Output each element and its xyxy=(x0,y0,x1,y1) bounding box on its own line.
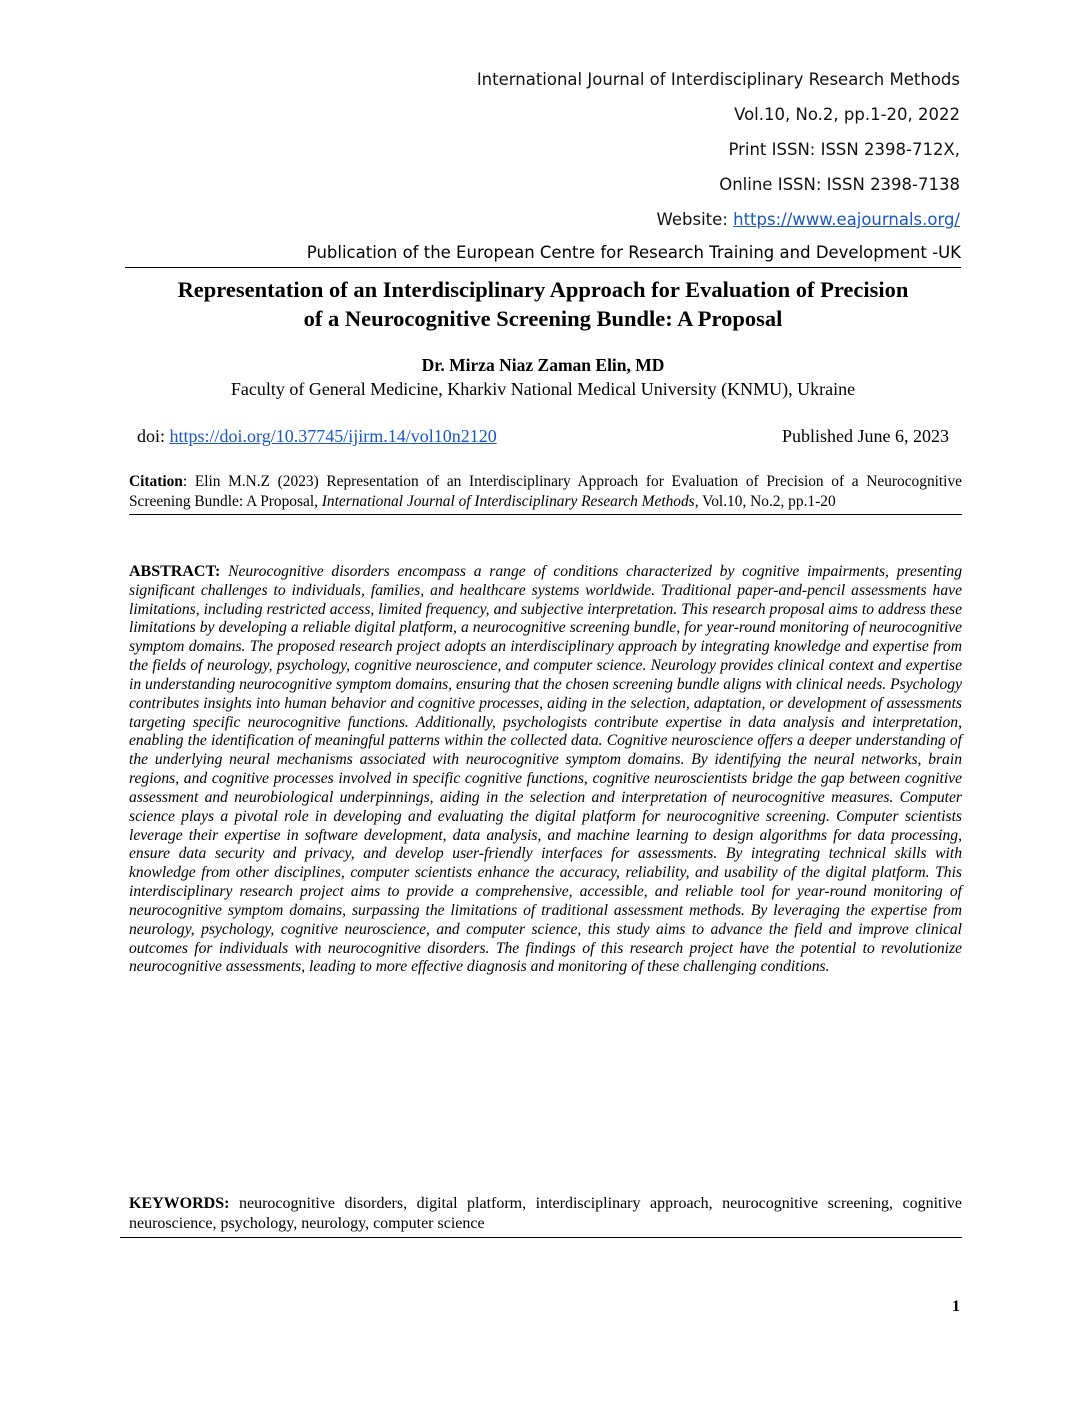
abstract-label: ABSTRACT: xyxy=(129,563,221,580)
website-line xyxy=(477,202,960,237)
article-title xyxy=(120,275,966,333)
journal-name: International Journal of Interdisciplinary Research Methods xyxy=(476,70,960,89)
journal-header xyxy=(477,62,960,237)
page-number: 1 xyxy=(952,1298,960,1315)
citation-text-before: : Elin M.N.Z (2023) Representation of an Interdisciplinary Approach for Evaluation of Precision of a Neurocognitive Screening Bundle: A Proposal, xyxy=(129,473,962,510)
citation-label: Citation xyxy=(129,473,183,490)
published-date: Published June 6, 2023 xyxy=(781,426,949,446)
title-line-1: Representation of an Interdisciplinary Approach for Evaluation of Precision xyxy=(177,277,909,302)
author-name: Dr. Mirza Niaz Zaman Elin, MD xyxy=(421,355,665,375)
citation xyxy=(129,472,962,515)
website-link[interactable]: https://www.eajournals.org/ xyxy=(733,210,960,229)
doi-line xyxy=(137,424,949,448)
citation-text-after: , Vol.10, No.2, pp.1-20 xyxy=(694,492,836,510)
title-line-2: of a Neurocognitive Screening Bundle: A Proposal xyxy=(303,306,783,331)
keywords-text: neurocognitive disorders, digital platform, interdisciplinary approach, neurocognitive screening, cognitive neuroscience, psychology, neurology, computer science xyxy=(129,1195,962,1232)
keywords-label: KEYWORDS: xyxy=(129,1195,230,1212)
doi-link[interactable]: https://doi.org/10.37745/ijirm.14/vol10n2120 xyxy=(169,426,497,446)
citation-journal: International Journal of Interdisciplinary Research Methods xyxy=(321,492,695,510)
publisher-line: Publication of the European Centre for Research Training and Development -UK xyxy=(125,241,961,268)
volume-info: Vol.10, No.2, pp.1-20, 2022 xyxy=(734,105,960,124)
online-issn: Online ISSN: ISSN 2398-7138 xyxy=(719,175,960,194)
doi-label: doi: xyxy=(137,426,170,446)
author-affiliation: Faculty of General Medicine, Kharkiv National Medical University (KNMU), Ukraine xyxy=(230,379,856,399)
doi xyxy=(137,424,497,448)
abstract xyxy=(129,563,962,977)
keywords xyxy=(120,1194,962,1238)
print-issn: Print ISSN: ISSN 2398-712X, xyxy=(728,140,960,159)
abstract-text: Neurocognitive disorders encompass a range of conditions characterized by cognitive impairments, presenting significant challenges to individuals, families, and healthcare systems worldwide. Traditional paper-and-pencil assessments have limitations, including restricted access, limited frequency, and subjective interpretation. This research proposal aims to address these limitations by developing a reliable digital platform, a neurocognitive screening bundle, for year-round monitoring of neurocognitive symptom domains. The proposed research project adopts an interdisciplinary approach by integrating knowledge and expertise from the fields of neurology, psychology, cognitive neuroscience, and computer science. Neurology provides clinical context and expertise in understanding neurocognitive symptom domains, ensuring that the chosen screening bundle aligns with clinical needs. Psychology contributes insights into human behavior and cognitive processes, aiding in the selection, adaptation, or development of assessments targeting specific neurocognitive functions. Additionally, psychologists contribute expertise in data analysis and interpretation, enabling the identification of meaningful patterns within the collected data. Cognitive neuroscience offers a deeper understanding of the underlying neural mechanisms associated with neurocognitive symptom domains. By identifying the neural networks, brain regions, and cognitive processes involved in specific cognitive functions, cognitive neuroscientists bridge the gap between cognitive assessment and neurobiological underpinnings, aiding in the selection and interpretation of neurocognitive measures. Computer science plays a pivotal role in developing and evaluating the digital platform for neurocognitive screening. Computer scientists leverage their expertise in software development, data analysis, and machine learning to design algorithms for data processing, ensure data security and privacy, and develop user-friendly interfaces for assessments. By integrating technical skills with knowledge from other disciplines, computer scientists enhance the accuracy, reliability, and usability of the digital platform. This interdisciplinary research project aims to provide a comprehensive, accessible, and reliable tool for year-round monitoring of neurocognitive symptom domains, surpassing the limitations of traditional assessment methods. By leveraging the expertise from neurology, psychology, cognitive neuroscience, and computer science, this study aims to advance the field and improve clinical outcomes for individuals with neurocognitive disorders. The findings of this research project have the potential to revolutionize neurocognitive assessments, leading to more effective diagnosis and monitoring of these challenging conditions. xyxy=(129,563,962,976)
website-label: Website: xyxy=(656,210,734,229)
